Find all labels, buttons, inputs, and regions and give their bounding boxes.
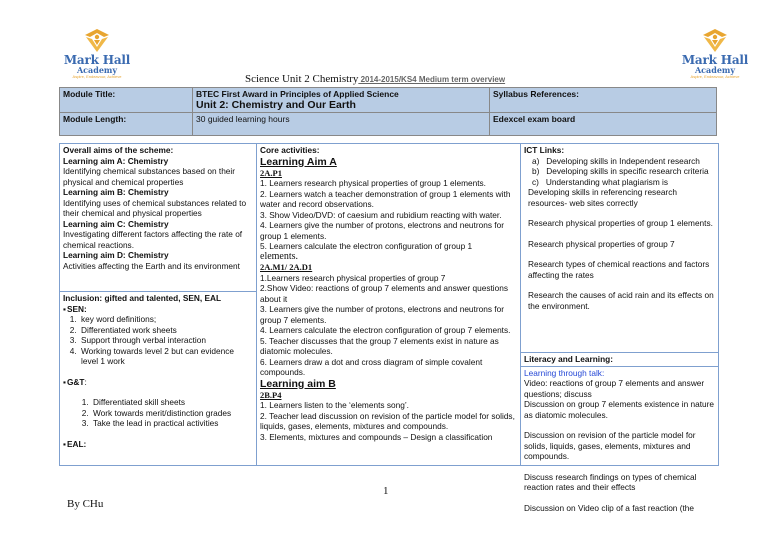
ict-paragraph: Developing skills in referencing research resources- web sites correctly	[528, 187, 677, 208]
programme-name: BTEC First Award in Principles of Applied Science	[196, 89, 399, 99]
literacy-paragraph: Discussion on revision of the particle model for solids, liquids, gases, elements, mixtures and compounds.	[524, 430, 696, 461]
logo-name: Mark Hall	[681, 53, 749, 67]
criteria-code-2b-p4: 2B.P4	[260, 389, 282, 400]
activity-item: 4. Learners give the number of protons, electrons and neutrons for group 1 elements.	[260, 220, 504, 241]
gt-list	[63, 397, 253, 429]
aim-a-title: Learning aim A: Chemistry	[63, 155, 169, 166]
crest-icon	[700, 27, 730, 53]
activity-item: 1. Learners listen to the ‘elements song’.	[260, 400, 409, 410]
module-title-row	[60, 88, 717, 113]
criteria-code-2a-m1-d1: 2A.M1/ 2A.D1	[260, 262, 313, 272]
gt-colon: :	[84, 376, 87, 387]
activity-item: 5. Teacher discusses that the group 7 elements exist in nature as diatomic molecules.	[260, 335, 499, 356]
list-item: c) Understanding what plagiarism is	[532, 176, 669, 187]
list-item: 2. Differentiated work sheets	[79, 325, 253, 336]
logo-name: Mark Hall	[63, 53, 131, 67]
aim-b-title: Learning aim B: Chemistry	[63, 187, 169, 197]
activity-item: 3. Show Video/DVD: of caesium and rubidium reacting with water.	[260, 209, 502, 220]
list-item: 1. key word definitions;	[79, 314, 253, 325]
list-item: 4. Working towards level 2 but can evidence level 1 work	[79, 346, 253, 367]
module-title-label: Module Title:	[60, 88, 193, 113]
learning-aim-a-heading: Learning Aim A	[260, 155, 337, 168]
syllabus-label: Syllabus References:	[490, 88, 717, 113]
literacy-section	[521, 367, 718, 515]
school-logo-right	[678, 27, 752, 85]
module-length-value: 30 guided learning hours	[193, 113, 490, 136]
crest-icon	[82, 27, 112, 53]
aims-section	[60, 144, 256, 292]
activity-item: 3. Elements, mixtures and compounds – Design a classification	[260, 431, 493, 442]
literacy-paragraph: Video: reactions of group 7 elements and answer questions; discuss	[524, 378, 705, 399]
sen-list	[63, 314, 253, 367]
unit-name: Unit 2: Chemistry and Our Earth	[196, 99, 356, 111]
module-header-table	[59, 87, 717, 136]
inclusion-heading: Inclusion: gifted and talented, SEN, EAL	[63, 293, 222, 303]
activity-item: 6. Learners draw a dot and cross diagram of simple covalent compounds.	[260, 356, 483, 377]
literacy-paragraph: Discussion on group 7 elements existence in nature as diatomic molecules.	[524, 399, 715, 420]
inclusion-section	[60, 292, 256, 450]
aim-c-text: Investigating different factors affecting the rate of chemical reactions.	[63, 229, 243, 250]
activity-item: 2.Show Video: reactions of group 7 elements and answer questions about it	[260, 283, 508, 304]
core-heading: Core activities:	[260, 145, 320, 155]
module-title-value	[193, 88, 490, 113]
ict-paragraph: Research physical properties of group 1 elements.	[528, 218, 713, 228]
document-title-main: Science Unit 2 Chemistry	[245, 73, 359, 85]
activity-item: 1.Learners research physical properties of group 7	[260, 272, 446, 283]
school-logo-left	[60, 27, 134, 85]
ict-paragraph: Research physical properties of group 7	[528, 238, 675, 249]
ict-literacy-column	[521, 144, 718, 513]
literacy-paragraph: Discuss research findings on types of chemical reaction rates and their effects	[524, 471, 697, 492]
list-item: b) Developing skills in specific research criteria	[532, 166, 709, 176]
list-item: 2. Work towards merit/distinction grades	[91, 408, 253, 419]
activity-item: 2. Learners watch a teacher demonstration of group 1 elements with water and record observations.	[260, 188, 511, 209]
list-item: 3. Take the lead in practical activities	[91, 418, 253, 429]
activity-item-tail: elements.	[260, 250, 299, 262]
aim-d-text: Activities affecting the Earth and its environment	[63, 260, 240, 271]
module-length-row	[60, 113, 717, 136]
gt-label-line	[63, 377, 253, 388]
activity-item: 4. Learners calculate the electron configuration of group 7 elements.	[260, 325, 511, 335]
document-title	[245, 73, 505, 85]
literacy-paragraph: Discussion on Video clip of a fast reaction (the	[524, 502, 695, 513]
list-item: 3. Support through verbal interaction	[79, 335, 253, 346]
logo-tagline: Aspire, Endeavour, Achieve	[72, 74, 122, 79]
core-activities-section	[257, 144, 520, 443]
aim-a-text: Identifying chemical substances based on their physical and chemical properties	[63, 166, 236, 187]
aim-d-title: Learning aim D: Chemistry	[63, 250, 169, 260]
module-length-label: Module Length:	[60, 113, 193, 136]
literacy-heading: Literacy and Learning:	[521, 353, 718, 367]
document-title-suffix: 2014-2015/KS4 Medium term overview	[358, 75, 506, 84]
aims-inclusion-column	[60, 144, 257, 465]
list-item: 1. Differentiated skill sheets	[91, 397, 253, 408]
sen-label: ▪ SEN:	[63, 304, 253, 315]
activity-item: 1. Learners research physical properties of group 1 elements.	[260, 178, 486, 188]
gt-label: G&T	[66, 376, 85, 387]
exam-board: Edexcel exam board	[490, 113, 717, 136]
activity-item: 3. Learners give the number of protons, electrons and neutrons for group 7 elements.	[260, 304, 504, 325]
ict-paragraph: Research the causes of acid rain and its effects on the environment.	[528, 290, 714, 311]
core-activities-column	[257, 144, 521, 465]
logo-subname: Academy	[76, 65, 118, 75]
list-item: a) Developing skills in Independent research	[532, 155, 700, 166]
eal-label: ▪ EAL:	[63, 439, 253, 450]
ict-lettered-list	[524, 156, 715, 188]
logo-tagline: Aspire, Endeavour, Achieve	[690, 74, 740, 79]
literacy-subheading: Learning through talk:	[524, 367, 605, 378]
ict-heading: ICT Links:	[524, 145, 565, 155]
logo-subname: Academy	[694, 65, 736, 75]
page-number: 1	[383, 485, 389, 497]
learning-aim-b-heading: Learning aim B	[260, 377, 336, 390]
aim-c-title: Learning aim C: Chemistry	[63, 218, 169, 229]
aim-b-text: Identifying uses of chemical substances related to their chemical and physical properties	[63, 197, 247, 218]
criteria-code-2a-p1: 2A.P1	[260, 167, 282, 178]
ict-paragraph: Research types of chemical reactions and factors affecting the rates	[528, 259, 710, 280]
activity-item: 5. Learners calculate the electron configuration of group 1	[260, 241, 473, 251]
aims-heading: Overall aims of the scheme:	[63, 145, 174, 155]
activity-item: 2. Teacher lead discussion on revision of the particle model for solids, liquids, gases, elements, mixtures and compounds.	[260, 410, 515, 431]
ict-links-section	[521, 144, 718, 353]
author-footer: By CHu	[67, 498, 104, 510]
